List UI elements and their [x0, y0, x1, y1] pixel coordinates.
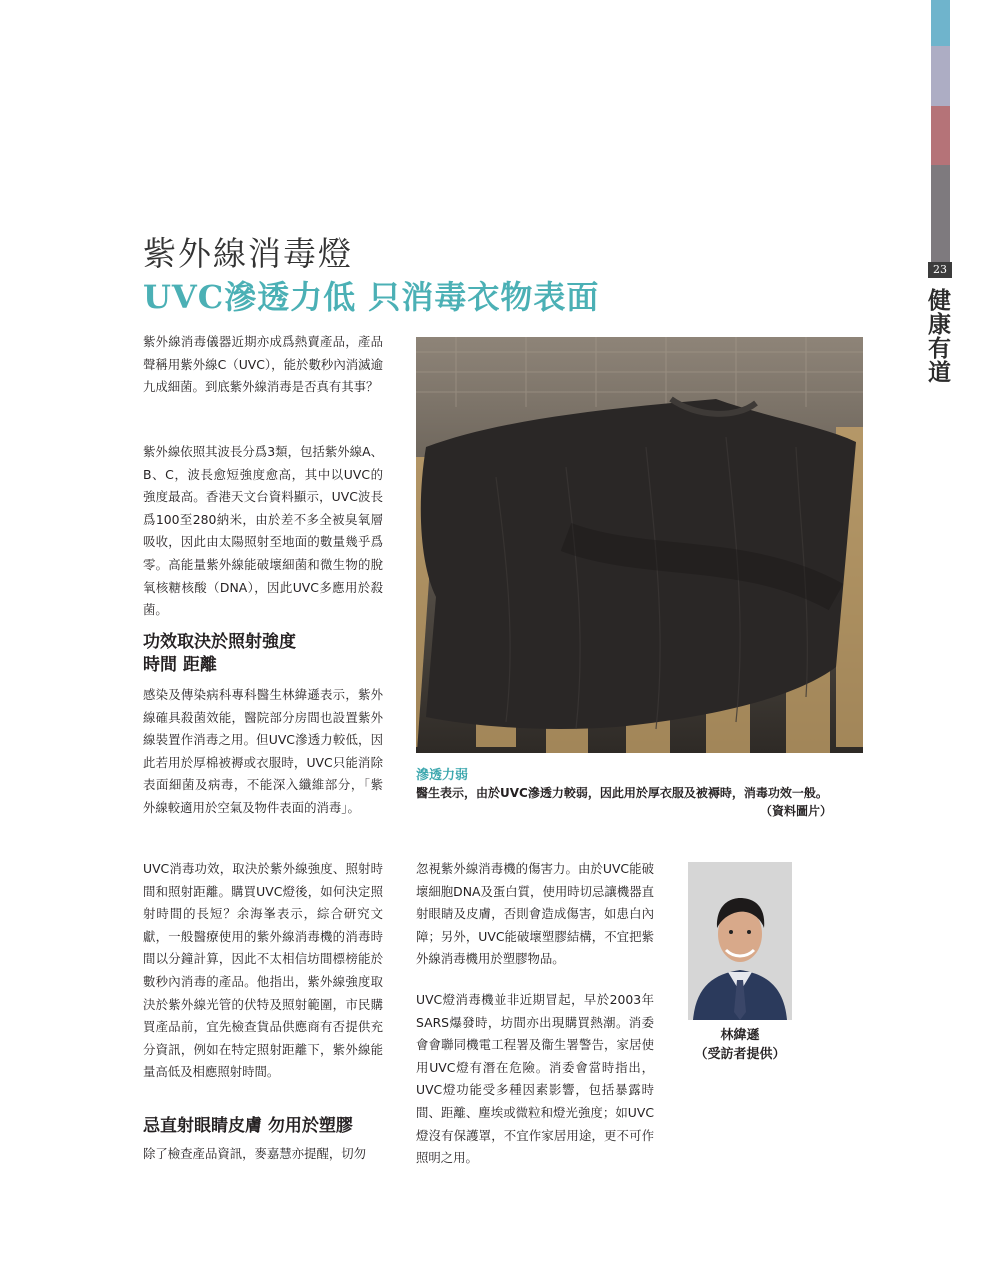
subhead-effectiveness — [143, 631, 296, 677]
doctor-portrait — [688, 862, 792, 1020]
photo-caption-title: 滲透力弱 — [416, 768, 469, 783]
photo-caption-text: 醫生表示，由於UVC滲透力較弱，因此用於厚衣服及被褥時，消毒功效一般。 — [416, 786, 828, 800]
body-paragraph-history: UVC燈消毒機並非近期冒起，早於2003年SARS爆發時，坊間亦出現購買熱潮。消委會會聯同機電工程署及衞生署警告，家居使用UVC燈有潛在危險。消委會當時指出，UVC燈功能受多種因素影響，包括暴露時間、距離、塵埃或微粒和燈光強度；如UVC燈沒有保護罩，不宜作家居用途，更不可作照明之用。 — [416, 992, 654, 1166]
portrait-credit: （受訪者提供） — [694, 1047, 786, 1062]
color-tab-rose — [931, 106, 950, 165]
portrait-name: 林緯遜 — [720, 1028, 760, 1043]
page-number: 23 — [928, 262, 952, 278]
article-headline: UVC滲透力低 只消毒衣物表面 — [143, 278, 600, 316]
body-paragraph-uv-types: 紫外線依照其波長分爲3類，包括紫外線A、B、C，波長愈短強度愈高，其中以UVC的強度最高。香港天文台資料顯示，UVC波長爲100至280納米，由於差不多全被臭氧層吸收，因此由太陽照射至地面的數量幾乎爲零。高能量紫外線能破壞細菌和微生物的脫氧核糖核酸（DNA），因此UVC多應用於殺菌。 — [143, 444, 383, 618]
photo-caption-credit: （資料圖片） — [760, 804, 833, 818]
color-tab-lavender — [931, 46, 950, 106]
subhead-effectiveness-line2: 時間 距離 — [143, 655, 217, 675]
article-kicker: 紫外線消毒燈 — [143, 234, 353, 273]
body-paragraph-effect-factors: UVC消毒功效，取決於紫外線強度、照射時間和照射距離。購買UVC燈後，如何決定照射時間的長短？余海峯表示，綜合研究文獻，一般醫療使用的紫外線消毒機的消毒時間以分鐘計算，因此不太相信坊間標榜能於數秒內消毒的產品。他指出，紫外線強度取決於紫外線光管的伏特及照射範圍，市民購買產品前，宜先檢查貨品供應商有否提供充分資訊，例如在特定照射距離下，紫外線能量高低及相應照射時間。 — [143, 861, 383, 1080]
subhead-effectiveness-line1: 功效取決於照射強度 — [143, 632, 296, 652]
intro-paragraph: 紫外線消毒儀器近期亦成爲熱賣產品，產品聲稱用紫外線C（UVC），能於數秒內消滅逾九成細菌。到底紫外線消毒是否真有其事？ — [143, 334, 383, 395]
color-tab-grey — [931, 165, 950, 262]
body-paragraph-harm: 忽視紫外線消毒機的傷害力。由於UVC能破壞細胞DNA及蛋白質，使用時切忌讓機器直射眼睛及皮膚，否則會造成傷害，如患白內障；另外，UVC能破壞塑膠結構，不宜把紫外線消毒機用於塑膠物品。 — [416, 861, 654, 967]
body-paragraph-reminder: 除了檢查產品資訊，麥嘉慧亦提醒，切勿 — [143, 1146, 367, 1161]
subhead-caution: 忌直射眼睛皮膚 勿用於塑膠 — [143, 1116, 353, 1136]
body-paragraph-doctor: 感染及傳染病科專科醫生林緯遜表示，紫外線確具殺菌效能，醫院部分房間也設置紫外線裝置作消毒之用。但UVC滲透力較低，因此若用於厚棉被褥或衣服時，UVC只能消除表面細菌及病毒，不能深入纖維部分，「紫外線較適用於空氣及物件表面的消毒」。 — [143, 687, 383, 815]
color-tab-blue — [931, 0, 950, 46]
section-title: 健康有道 — [924, 288, 951, 384]
sweater-photo — [416, 337, 863, 753]
portrait-caption — [688, 1026, 792, 1064]
